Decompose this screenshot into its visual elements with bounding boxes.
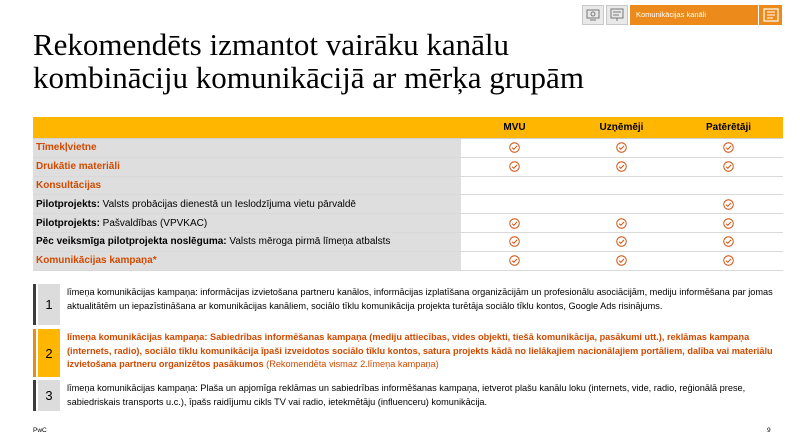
level-text-2 [60, 329, 783, 377]
channel-matrix-table [33, 117, 783, 271]
row-label [33, 195, 461, 213]
level-bar [33, 329, 36, 377]
check-circle-icon [616, 255, 627, 266]
footer-brand: PwC [33, 427, 47, 434]
cell-pateretaji [675, 177, 782, 195]
check-circle-icon [723, 236, 734, 247]
title-line-1: Rekomendēts izmantot vairāku kanālu [33, 27, 510, 62]
cell-mvu [461, 195, 568, 213]
check-circle-icon [509, 236, 520, 247]
row-label-rest: Valsts mēroga pirmā līmeņa atbalsts [226, 236, 391, 248]
cell-pateretaji [675, 195, 782, 213]
cell-mvu [461, 177, 568, 195]
check-circle-icon [616, 236, 627, 247]
level-block-2 [33, 329, 783, 377]
cell-pateretaji [675, 233, 782, 251]
table-row [33, 214, 783, 233]
cell-mvu [461, 139, 568, 157]
check-circle-icon [723, 142, 734, 153]
level-bar [33, 284, 36, 325]
row-label-bold: Pilotprojekts: [36, 217, 100, 229]
row-label [33, 177, 461, 195]
table-row [33, 139, 783, 158]
check-circle-icon [509, 142, 520, 153]
header-blank [33, 117, 461, 138]
title-line-2: kombināciju komunikācijā ar mērķa grupām [33, 60, 584, 95]
table-row [33, 252, 783, 271]
check-circle-icon [723, 255, 734, 266]
row-label [33, 139, 461, 157]
document-list-icon[interactable] [758, 5, 782, 25]
nav-label-komunikacijas-kanali[interactable]: Komunikācijas kanāli [630, 5, 758, 25]
settings-monitor-icon[interactable] [582, 5, 604, 25]
cell-uznemeji [568, 158, 675, 176]
row-label-bold: Pēc veiksmīga pilotprojekta noslēguma: [36, 236, 227, 248]
check-circle-icon [616, 218, 627, 229]
table-row [33, 177, 783, 196]
check-circle-icon [616, 142, 627, 153]
cell-pateretaji [675, 252, 782, 270]
cell-uznemeji [568, 252, 675, 270]
level-text-3: līmeņa komunikācijas kampaņa: Plaša un apjomīga reklāmas un sabiedrības informēšanas kampaņa, ietverot plašu kanālu loku (internets, vide, radio, reģionālā prese, sabiedriskais transports u.c.), īpašs raidījumu cikls TV vai radio, ietekmētāju (influenceru) komunikācija. [67, 383, 746, 407]
level-text-2-main: līmeņa komunikācijas kampaņa: Sabiedrības informēšanas kampaņa (mediju attiecības, vides objekti, tiešā komunikācija, pasākumi utt.), reklāmas kampaņa (internets, radio), sociālo tīklu komunikācija īpaši izveidotos sociālo tīklu kontos, satura projekts kādā no lielākajiem nacionālajiem portāliem, dalība vai materiālu izvietošana partneru organizētos pasākumos [67, 332, 773, 369]
cell-mvu [461, 252, 568, 270]
column-header-mvu: MVU [503, 122, 526, 133]
table-header-row [33, 117, 783, 139]
check-circle-icon [509, 218, 520, 229]
table-row [33, 233, 783, 252]
level-block-1 [33, 284, 783, 325]
row-label-text: Konsultācijas [36, 179, 102, 191]
row-label-text: Drukātie materiāli [36, 161, 120, 173]
presentation-icon[interactable] [606, 5, 628, 25]
column-header-uznemeji: Uzņēmēji [599, 122, 644, 133]
level-text-2-note: (Rekomendēta vismaz 2.līmeņa kampaņa) [263, 359, 439, 369]
level-number-1: 1 [38, 284, 60, 325]
check-circle-icon [616, 161, 627, 172]
row-label-rest: Pašvaldības (VPVKAC) [99, 217, 208, 229]
row-label-rest: Valsts probācijas dienestā un Ieslodzījuma vietu pārvaldē [99, 198, 356, 210]
check-circle-icon [509, 161, 520, 172]
cell-mvu [461, 233, 568, 251]
cell-uznemeji [568, 214, 675, 232]
row-label-bold: Pilotprojekts: [36, 198, 100, 210]
cell-pateretaji [675, 139, 782, 157]
cell-pateretaji [675, 158, 782, 176]
cell-uznemeji [568, 139, 675, 157]
check-circle-icon [723, 199, 734, 210]
cell-pateretaji [675, 214, 782, 232]
top-nav [582, 5, 782, 25]
table-row [33, 195, 783, 214]
level-block-3 [33, 380, 783, 411]
table-row [33, 158, 783, 177]
row-label-text: Komunikācijas kampaņa* [36, 255, 157, 267]
table-body [33, 139, 783, 271]
page-number: 9 [767, 427, 771, 434]
level-text-1: līmeņa komunikācijas kampaņa: informācijas izvietošana partneru kanālos, informācijas izplatīšana organizācijām un profesionālu asociācijām, mediju informēšana par jomas aktualitātēm un iepazīstināšana ar komunikācijas kanāliem, sociālo tīklu komunikācija projekta turētāja sociālo tīklu kontos, Google Ads risinājums. [67, 287, 773, 311]
column-header-pateretaji: Patērētāji [705, 122, 752, 133]
row-label-text: Tīmekļvietne [36, 142, 97, 154]
cell-mvu [461, 214, 568, 232]
cell-uznemeji [568, 233, 675, 251]
row-label [33, 214, 461, 232]
check-circle-icon [509, 255, 520, 266]
cell-uznemeji [568, 195, 675, 213]
slide-title [33, 28, 733, 94]
cell-mvu [461, 158, 568, 176]
cell-uznemeji [568, 177, 675, 195]
row-label [33, 158, 461, 176]
check-circle-icon [723, 161, 734, 172]
row-label [33, 252, 461, 270]
level-number-2: 2 [38, 329, 60, 377]
level-bar [33, 380, 36, 411]
level-number-3: 3 [38, 380, 60, 411]
check-circle-icon [723, 218, 734, 229]
row-label [33, 233, 461, 251]
